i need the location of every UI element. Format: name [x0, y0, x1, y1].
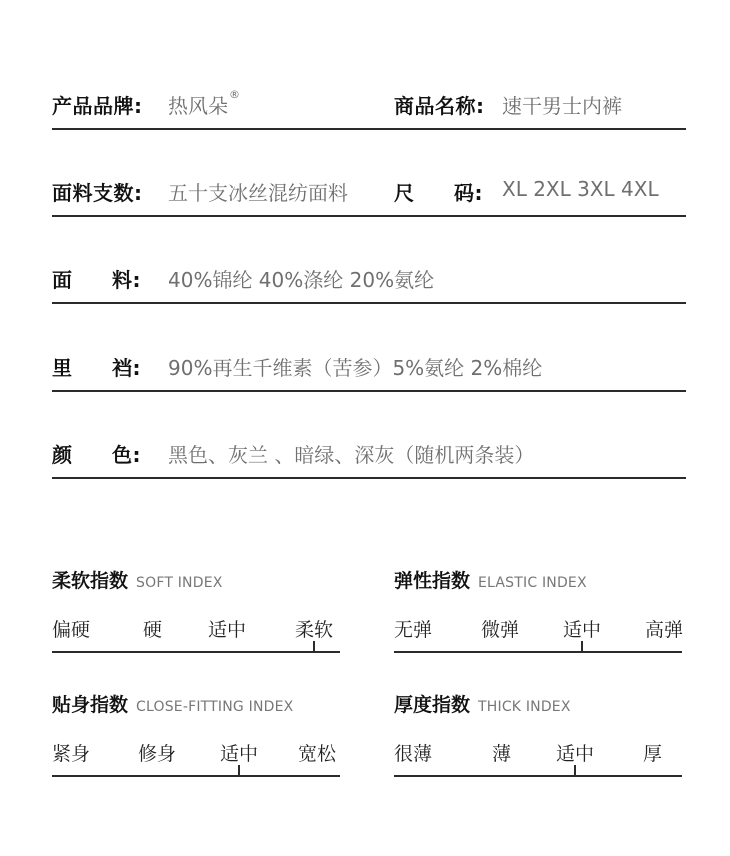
scale-level: 厚 [643, 743, 663, 765]
size-label-second: 码: [454, 181, 483, 205]
color-value: 黑色、灰兰 、暗绿、深灰（随机两条装） [168, 443, 535, 467]
fit-index-marker [238, 765, 240, 776]
thick-index-scale-line [394, 775, 682, 777]
fit-index-title [52, 690, 293, 717]
row-divider [52, 302, 686, 304]
count-label: 面料支数: [52, 181, 143, 205]
spec-row-lining [52, 342, 686, 392]
scale-level: 柔软 [295, 619, 334, 641]
elastic-index-marker [581, 641, 583, 652]
scale-level: 硬 [143, 619, 163, 641]
scale-level: 偏硬 [52, 619, 91, 641]
fit-index-levels [52, 739, 340, 765]
fabric-label-second: 料: [112, 268, 141, 292]
scale-level: 适中 [220, 743, 259, 765]
brand-name: 热风朵 [168, 94, 228, 118]
registered-mark: ® [229, 88, 240, 101]
fit-index-subtitle: CLOSE-FITTING INDEX [136, 699, 294, 715]
color-label-second: 色: [112, 443, 141, 467]
thick-index-heading: 厚度指数 [394, 694, 471, 716]
fit-index-heading: 贴身指数 [52, 694, 129, 716]
scale-level: 适中 [208, 619, 247, 641]
scale-level: 很薄 [394, 743, 433, 765]
color-label-first: 颜 [52, 443, 73, 467]
row-divider [52, 477, 686, 479]
scale-level: 无弹 [394, 619, 433, 641]
spec-row-brand [52, 80, 686, 130]
scale-level: 适中 [563, 619, 602, 641]
fabric-label-first: 面 [52, 268, 73, 292]
thick-index-levels [394, 739, 682, 765]
soft-index-subtitle: SOFT INDEX [136, 575, 223, 591]
soft-index-levels [52, 615, 340, 641]
spec-row-fabric [52, 254, 686, 304]
size-value: XL 2XL 3XL 4XL [502, 177, 659, 201]
elastic-index-scale-line [394, 651, 682, 653]
elastic-index-heading: 弹性指数 [394, 570, 471, 592]
elastic-index-title [394, 566, 587, 593]
brand-label: 产品品牌: [52, 94, 143, 118]
thick-index-marker [574, 765, 576, 776]
lining-value: 90%再生千维素（苦参）5%氨纶 2%棉纶 [168, 356, 543, 380]
row-divider [52, 390, 686, 392]
soft-index-heading: 柔软指数 [52, 570, 129, 592]
elastic-index-levels [394, 615, 682, 641]
spec-row-color [52, 429, 686, 479]
name-label: 商品名称: [394, 94, 485, 118]
soft-index-marker [313, 641, 315, 652]
scale-level: 宽松 [298, 743, 337, 765]
scale-level: 薄 [492, 743, 512, 765]
lining-label-first: 里 [52, 356, 73, 380]
row-divider [52, 128, 686, 130]
row-divider [52, 215, 686, 217]
lining-label-second: 裆: [112, 356, 141, 380]
fabric-value: 40%锦纶 40%涤纶 20%氨纶 [168, 268, 435, 292]
brand-value [168, 90, 240, 119]
spec-row-count [52, 167, 686, 217]
soft-index-title [52, 566, 223, 593]
scale-level: 修身 [138, 743, 177, 765]
scale-level: 紧身 [52, 743, 91, 765]
fit-index-scale-line [52, 775, 340, 777]
thick-index-subtitle: THICK INDEX [478, 699, 571, 715]
scale-level: 微弹 [481, 619, 520, 641]
count-value: 五十支冰丝混纺面料 [168, 181, 348, 205]
soft-index-scale-line [52, 651, 340, 653]
thick-index-title [394, 690, 571, 717]
name-value: 速干男士内裤 [502, 94, 622, 118]
size-label-first: 尺 [394, 181, 415, 205]
scale-level: 适中 [556, 743, 595, 765]
elastic-index-subtitle: ELASTIC INDEX [478, 575, 587, 591]
scale-level: 高弹 [645, 619, 684, 641]
